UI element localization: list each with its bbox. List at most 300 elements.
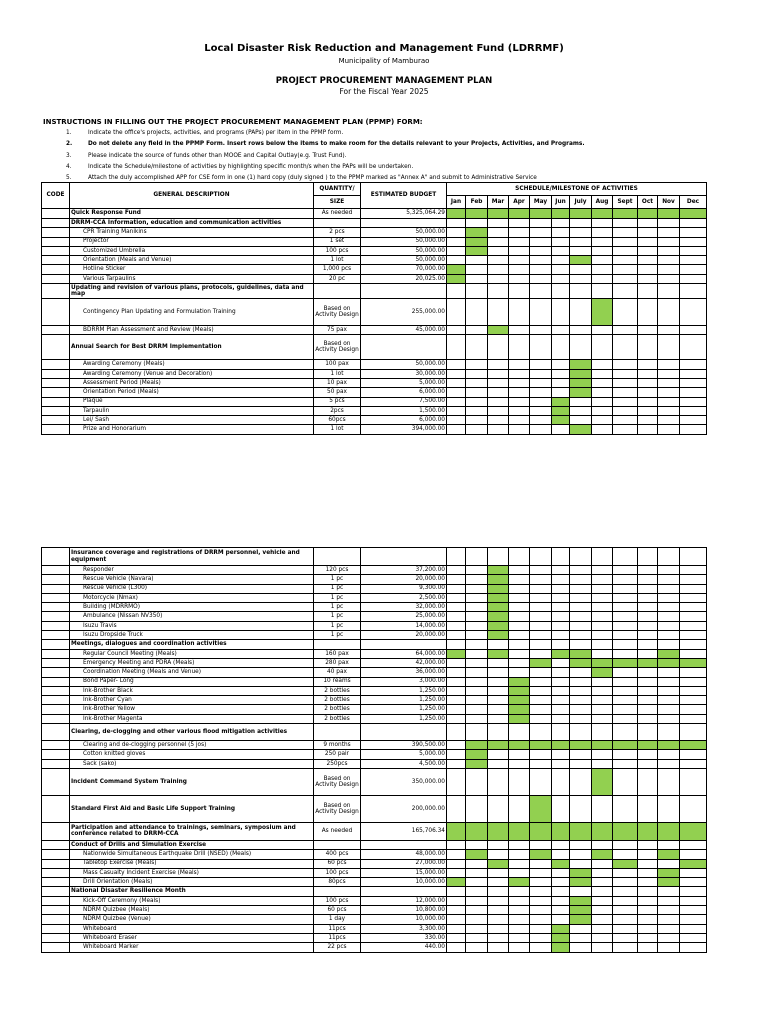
schedule-cell-highlighted [680,741,707,750]
quantity-cell: 160 pax [314,649,361,658]
code-cell [42,714,70,723]
table-row [42,228,707,237]
schedule-cell [530,335,552,360]
schedule-cell-highlighted [658,741,680,750]
schedule-cell [570,686,592,695]
description-cell: Ink-Brother Yellow [70,705,314,714]
schedule-cell-highlighted [552,943,570,952]
schedule-cell [509,284,530,299]
table-row [42,335,707,360]
schedule-cell [447,575,466,584]
schedule-cell-highlighted [447,649,466,658]
schedule-cell-highlighted [570,369,592,378]
schedule-cell [488,284,509,299]
schedule-cell [592,548,613,566]
schedule-cell [680,425,707,434]
table-row [42,326,707,335]
schedule-cell [552,256,570,265]
schedule-cell [466,724,488,741]
schedule-cell [613,631,638,640]
month-header: Jan [447,196,466,209]
schedule-cell [570,335,592,360]
schedule-cell-highlighted [488,603,509,612]
code-cell [42,603,70,612]
schedule-cell [447,360,466,369]
description-cell: Ink-Brother Black [70,686,314,695]
schedule-cell [570,840,592,849]
schedule-cell-highlighted [466,759,488,768]
description-cell: Motorcycle (Nmax) [70,593,314,602]
col-header-budget: ESTIMATED BUDGET [361,183,447,209]
schedule-cell-highlighted [466,741,488,750]
schedule-cell [488,795,509,822]
budget-cell: 165,706.34 [361,822,447,840]
schedule-cell [447,933,466,942]
schedule-cell [509,795,530,822]
code-cell [42,943,70,952]
code-cell [42,840,70,849]
schedule-cell [680,265,707,274]
schedule-cell [658,677,680,686]
code-cell [42,369,70,378]
schedule-cell [530,878,552,887]
instructions-title: INSTRUCTIONS IN FILLING OUT THE PROJECT PROCUREMENT MANAGEMENT PLAN (PPMP) FORM: [43,118,423,126]
schedule-cell [638,795,658,822]
table-row [42,256,707,265]
schedule-cell [530,759,552,768]
table-row [42,219,707,228]
table-row [42,714,707,723]
budget-cell: 394,000.00 [361,425,447,434]
description-cell: Hotline Sticker [70,265,314,274]
schedule-cell [552,584,570,593]
schedule-cell [447,397,466,406]
schedule-cell [613,878,638,887]
table-row [42,612,707,621]
code-cell [42,284,70,299]
schedule-cell [488,840,509,849]
quantity-cell: 1 set [314,237,361,246]
schedule-cell [466,566,488,575]
document-title: Local Disaster Risk Reduction and Management Fund (LDRRMF) [204,43,564,54]
schedule-cell-highlighted [658,209,680,219]
schedule-cell [509,840,530,849]
schedule-cell [447,299,466,326]
schedule-cell [488,425,509,434]
schedule-cell [447,612,466,621]
schedule-cell [680,228,707,237]
description-cell: Ink-Brother Cyan [70,696,314,705]
table-row [42,924,707,933]
schedule-cell [488,686,509,695]
schedule-cell [530,219,552,228]
schedule-cell [447,219,466,228]
schedule-cell [658,612,680,621]
schedule-cell [447,724,466,741]
schedule-cell [570,631,592,640]
table-row [42,603,707,612]
schedule-cell [570,759,592,768]
schedule-cell [530,388,552,397]
schedule-cell [658,284,680,299]
description-cell: Annual Search for Best DRRM Implementation [70,335,314,360]
schedule-cell [488,397,509,406]
schedule-cell [613,714,638,723]
schedule-cell [466,369,488,378]
schedule-cell-highlighted [570,741,592,750]
schedule-cell [530,705,552,714]
quantity-cell: As needed [314,209,361,219]
schedule-cell [466,677,488,686]
ppmp-table-page-1 [41,182,707,435]
quantity-cell: 100 pax [314,360,361,369]
schedule-cell-highlighted [488,566,509,575]
description-cell: CPR Training Manikins [70,228,314,237]
col-header-quantity: QUANTITY/ [314,183,361,196]
schedule-cell-highlighted [592,658,613,667]
col-header-code: CODE [42,183,70,209]
schedule-cell [680,369,707,378]
schedule-cell [680,612,707,621]
schedule-cell [552,668,570,677]
code-cell [42,548,70,566]
schedule-cell [680,696,707,705]
schedule-cell [592,265,613,274]
schedule-cell [466,906,488,915]
schedule-cell [488,228,509,237]
budget-cell: 50,000.00 [361,256,447,265]
schedule-cell [680,915,707,924]
schedule-cell [552,840,570,849]
schedule-cell [447,750,466,759]
description-cell: Tabletop Exercise (Meals) [70,859,314,868]
table-row [42,859,707,868]
schedule-cell [509,299,530,326]
schedule-cell-highlighted [488,621,509,630]
schedule-cell-highlighted [530,741,552,750]
schedule-cell-highlighted [570,822,592,840]
schedule-cell [552,360,570,369]
schedule-cell [638,593,658,602]
schedule-cell [613,915,638,924]
budget-cell: 50,000.00 [361,237,447,246]
schedule-cell [658,299,680,326]
month-header: Dec [680,196,707,209]
schedule-cell [570,612,592,621]
budget-cell: 9,300.00 [361,584,447,593]
quantity-cell: 20 pc [314,274,361,283]
budget-cell [361,284,447,299]
code-cell [42,274,70,283]
quantity-cell: 1 lot [314,256,361,265]
schedule-cell [680,566,707,575]
schedule-cell [488,369,509,378]
schedule-cell [530,246,552,255]
schedule-cell [447,256,466,265]
table-row [42,388,707,397]
budget-cell: 5,325,064.29 [361,209,447,219]
schedule-cell [680,868,707,877]
schedule-cell-highlighted [488,575,509,584]
description-cell: NDRM Quizbee (Meals) [70,906,314,915]
schedule-cell [613,621,638,630]
instruction-text: Attach the duly accomplished APP for CSE form in one (1) hard copy (duly signed ) to the PPMP marked as "Annex A" and submit to Administrative Service [88,175,537,182]
table-row [42,686,707,695]
month-header: Jun [552,196,570,209]
schedule-cell [613,397,638,406]
schedule-cell-highlighted [613,209,638,219]
budget-cell: 70,000.00 [361,265,447,274]
schedule-cell-highlighted [447,822,466,840]
budget-cell: 20,000.00 [361,575,447,584]
schedule-cell [530,714,552,723]
description-cell: Tarpaulin [70,406,314,415]
schedule-cell [680,768,707,795]
schedule-cell [488,924,509,933]
budget-cell: 10,000.00 [361,915,447,924]
schedule-cell-highlighted [638,822,658,840]
quantity-cell: Based on Activity Design [314,299,361,326]
schedule-cell [509,750,530,759]
table-row [42,274,707,283]
schedule-cell [466,887,488,896]
schedule-cell [552,759,570,768]
schedule-cell-highlighted [509,878,530,887]
schedule-cell [613,924,638,933]
instruction-number: 1. [66,130,72,136]
schedule-cell [488,548,509,566]
schedule-cell [592,915,613,924]
quantity-cell: 75 pax [314,326,361,335]
budget-cell: 1,250.00 [361,714,447,723]
schedule-cell [509,406,530,415]
schedule-cell [570,326,592,335]
schedule-cell [466,425,488,434]
code-cell [42,209,70,219]
table-row [42,933,707,942]
code-cell [42,924,70,933]
code-cell [42,741,70,750]
schedule-cell [658,668,680,677]
budget-cell [361,640,447,649]
code-cell [42,649,70,658]
schedule-cell [552,274,570,283]
budget-cell: 42,000.00 [361,658,447,667]
schedule-cell [680,274,707,283]
month-header: July [570,196,592,209]
schedule-cell [680,284,707,299]
schedule-cell [447,566,466,575]
schedule-cell [680,714,707,723]
schedule-cell [552,246,570,255]
quantity-cell: 2 bottles [314,705,361,714]
schedule-cell [638,668,658,677]
code-cell [42,228,70,237]
quantity-cell: 1 pc [314,575,361,584]
schedule-cell-highlighted [613,822,638,840]
schedule-cell [680,575,707,584]
budget-cell: 255,000.00 [361,299,447,326]
code-cell [42,219,70,228]
schedule-cell-highlighted [658,658,680,667]
schedule-cell [447,840,466,849]
instruction-text: Please indicate the source of funds other than MOOE and Capital Outlay(e.g. Trust Fund). [88,152,347,159]
schedule-cell-highlighted [552,741,570,750]
schedule-cell [552,631,570,640]
schedule-cell [570,274,592,283]
schedule-cell [680,388,707,397]
schedule-cell [552,750,570,759]
quantity-cell: 10 reams [314,677,361,686]
schedule-cell [530,256,552,265]
schedule-cell [552,284,570,299]
schedule-cell [509,668,530,677]
schedule-cell [613,840,638,849]
code-cell [42,759,70,768]
budget-cell: 32,000.00 [361,603,447,612]
schedule-cell [592,425,613,434]
quantity-cell [314,284,361,299]
schedule-cell [658,274,680,283]
schedule-cell [466,219,488,228]
schedule-cell [613,649,638,658]
schedule-cell [466,696,488,705]
quantity-cell: 1 pc [314,631,361,640]
table-row [42,696,707,705]
schedule-cell [638,887,658,896]
schedule-cell [592,237,613,246]
schedule-cell [680,416,707,425]
description-cell: Clearing, de-clogging and other various flood mitigation activities [70,724,314,741]
quantity-cell: 60pcs [314,416,361,425]
description-cell: Prize and Honorarium [70,425,314,434]
schedule-cell-highlighted [680,209,707,219]
schedule-cell [509,631,530,640]
code-cell [42,887,70,896]
schedule-cell-highlighted [509,741,530,750]
schedule-cell [552,915,570,924]
code-cell [42,425,70,434]
schedule-cell [592,696,613,705]
description-cell: Bond Paper- Long [70,677,314,686]
schedule-cell [488,658,509,667]
schedule-cell [552,228,570,237]
budget-cell: 350,000.00 [361,768,447,795]
schedule-cell [509,326,530,335]
schedule-cell [509,219,530,228]
code-cell [42,658,70,667]
schedule-cell [570,228,592,237]
budget-cell: 45,000.00 [361,326,447,335]
schedule-cell [658,724,680,741]
schedule-cell-highlighted [552,649,570,658]
schedule-cell [570,397,592,406]
schedule-cell [680,750,707,759]
schedule-cell [680,677,707,686]
schedule-cell [488,299,509,326]
schedule-cell [658,915,680,924]
budget-cell [361,219,447,228]
schedule-cell [552,768,570,795]
schedule-cell-highlighted [530,850,552,859]
schedule-cell [638,369,658,378]
schedule-cell [509,915,530,924]
schedule-cell [447,887,466,896]
schedule-cell [509,548,530,566]
schedule-cell [530,677,552,686]
code-cell [42,326,70,335]
schedule-cell [658,335,680,360]
budget-cell: 3,300.00 [361,924,447,933]
schedule-cell [638,868,658,877]
schedule-cell [552,265,570,274]
schedule-cell [447,868,466,877]
description-cell: Contingency Plan Updating and Formulation Training [70,299,314,326]
schedule-cell [592,840,613,849]
schedule-cell [552,299,570,326]
schedule-cell-highlighted [509,705,530,714]
code-cell [42,566,70,575]
table-row [42,369,707,378]
code-cell [42,621,70,630]
schedule-cell [592,360,613,369]
schedule-cell [509,943,530,952]
description-cell: Customized Umbrella [70,246,314,255]
schedule-cell [447,416,466,425]
schedule-cell [466,686,488,695]
col-header-description: GENERAL DESCRIPTION [70,183,314,209]
schedule-cell [658,768,680,795]
quantity-cell: Based on Activity Design [314,768,361,795]
schedule-cell-highlighted [488,822,509,840]
schedule-cell [613,795,638,822]
schedule-cell [447,388,466,397]
schedule-cell [638,228,658,237]
schedule-cell [638,705,658,714]
schedule-cell [638,335,658,360]
schedule-cell [466,705,488,714]
schedule-cell [530,859,552,868]
schedule-cell [570,705,592,714]
schedule-cell [530,649,552,658]
schedule-cell-highlighted [570,388,592,397]
schedule-cell [658,924,680,933]
schedule-cell [592,896,613,905]
description-cell: Meetings, dialogues and coordination activities [70,640,314,649]
schedule-cell [613,416,638,425]
schedule-cell [530,369,552,378]
schedule-cell [613,850,638,859]
schedule-cell [488,677,509,686]
schedule-cell [530,284,552,299]
code-cell [42,640,70,649]
schedule-cell [570,237,592,246]
schedule-cell [509,933,530,942]
code-cell [42,724,70,741]
schedule-cell [592,943,613,952]
schedule-cell [466,640,488,649]
schedule-cell [638,768,658,795]
schedule-cell [488,416,509,425]
schedule-cell [466,548,488,566]
schedule-cell-highlighted [570,425,592,434]
month-header: May [530,196,552,209]
schedule-cell [509,265,530,274]
code-cell [42,696,70,705]
budget-cell: 48,000.00 [361,850,447,859]
schedule-cell [570,943,592,952]
schedule-cell [552,724,570,741]
